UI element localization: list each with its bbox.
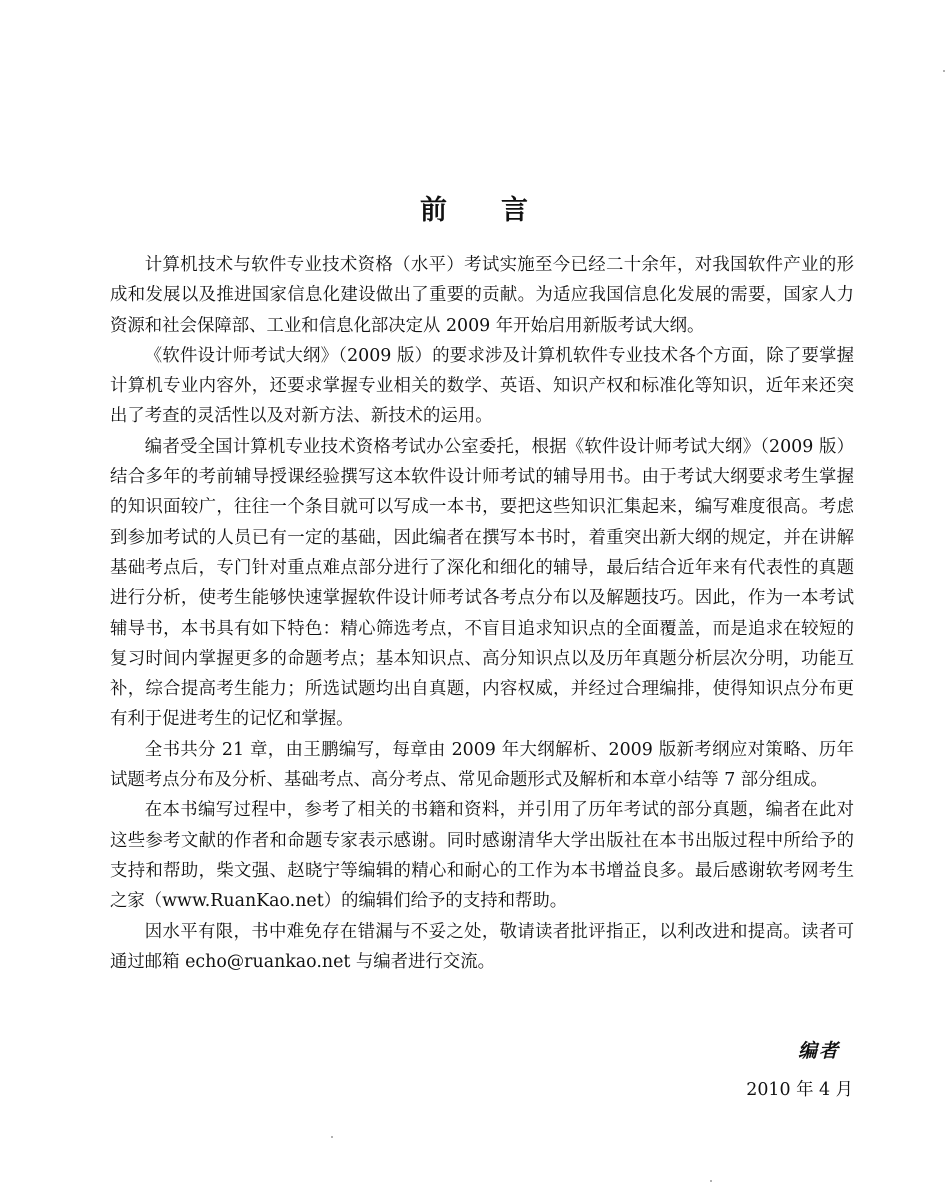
paragraph-6: 因水平有限，书中难免存在错漏与不妥之处，敬请读者批评指正，以利改进和提高。读者可通过邮箱 echo@ruankao.net 与编者进行交流。 [110,921,854,972]
paragraph-2: 《软件设计师考试大纲》（2009 版）的要求涉及计算机软件专业技术各个方面，除了要掌握计算机专业内容外，还要求掌握专业相关的数学、英语、知识产权和标准化等知识，近年来还突出了考查的灵活性以及对新方法、新技术的运用。 [110,345,854,427]
paragraph-1: 计算机技术与软件专业技术资格（水平）考试实施至今已经二十余年，对我国软件产业的形成和发展以及推进国家信息化建设做出了重要的贡献。为适应我国信息化发展的需要，国家人力资源和社会保障部、工业和信息化部决定从 2009 年开始启用新版考试大纲。 [110,255,854,336]
scan-speck [331,1136,333,1138]
paragraph-5: 在本书编写过程中，参考了相关的书籍和资料，并引用了历年考试的部分真题，编者在此对这些参考文献的作者和命题专家表示感谢。同时感谢清华大学出版社在本书出版过程中所给予的支持和帮助，柴文强、赵晓宁等编辑的精心和耐心的工作为本书增益良多。最后感谢软考网考生之家（www.RuanKao.net）的编辑们给予的支持和帮助。 [110,800,854,912]
preface-body [110,250,854,977]
title-char-2: 言 [501,195,530,226]
page-title [0,188,950,227]
title-char-1: 前 [420,195,449,226]
paragraph-3: 编者受全国计算机专业技术资格考试办公室委托，根据《软件设计师考试大纲》（2009 版）结合多年的考前辅导授课经验撰写这本软件设计师考试的辅导用书。由于考试大纲要求考生掌握的知识面较广，往往一个条目就可以写成一本书，要把这些知识汇集起来，编写难度很高。考虑到参加考试的人员已有一定的基础，因此编者在撰写本书时，着重突出新大纲的规定，并在讲解基础考点后，专门针对重点难点部分进行了深化和细化的辅导，最后结合近年来有代表性的真题进行分析，使考生能够快速掌握软件设计师考试各考点分布以及解题技巧。因此，作为一本考试辅导书，本书具有如下特色：精心筛选考点，不盲目追求知识点的全面覆盖，而是追求在较短的复习时间内掌握更多的命题考点；基本知识点、高分知识点以及历年真题分析层次分明，功能互补，综合提高考生能力；所选试题均出自真题，内容权威，并经过合理编排，使得知识点分布更有利于促进考生的记忆和掌握。 [110,436,854,730]
preface-date: 2010 年 4 月 [746,1080,853,1100]
scan-speck [943,70,945,72]
scan-speck [710,1180,712,1182]
author-signature: 编者 [797,1040,840,1062]
paragraph-4: 全书共分 21 章，由王鹏编写，每章由 2009 年大纲解析、2009 版新考纲应对策略、历年试题考点分布及分析、基础考点、高分考点、常见命题形式及解析和本章小结等 7 部分组成。 [110,739,854,791]
